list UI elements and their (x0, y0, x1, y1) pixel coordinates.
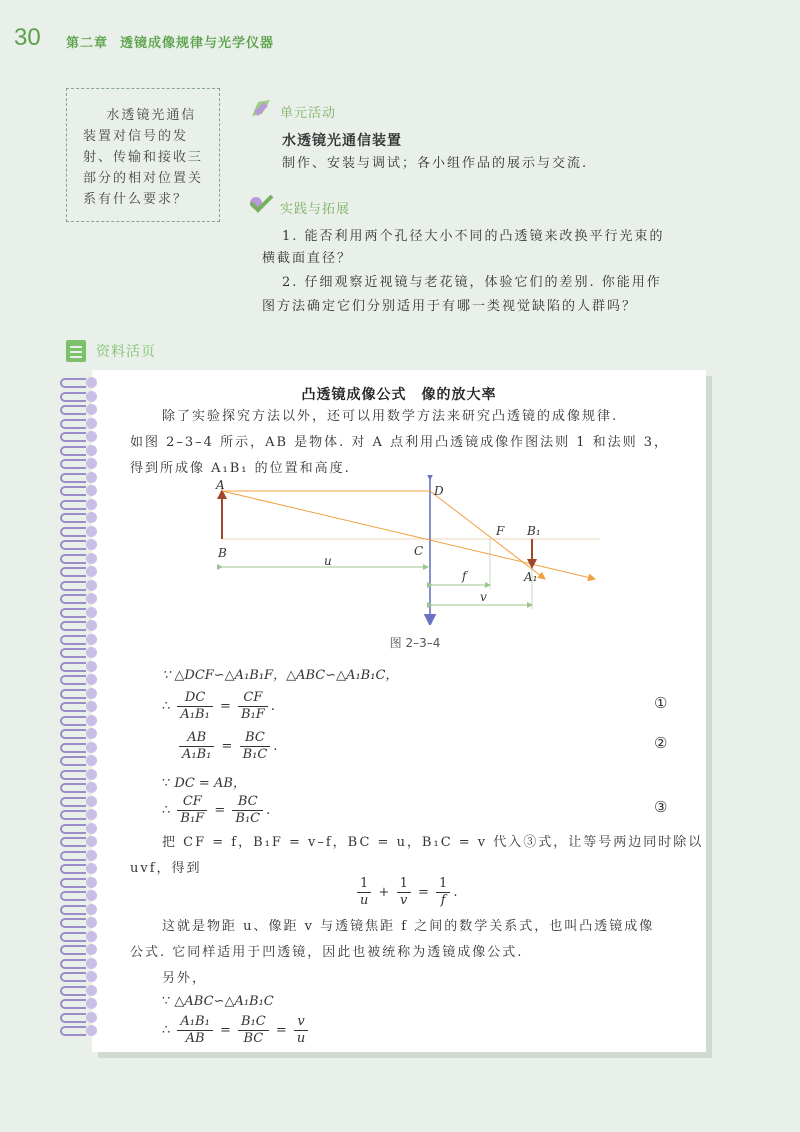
spiral-hole (86, 931, 97, 942)
spiral-ring (60, 675, 86, 685)
spiral-hole (86, 850, 97, 861)
spiral-binding (60, 378, 100, 1048)
practice-item-2-line-1: 2. 仔细观察近视镜与老花镜，体验它们的差别. 你能用作 (282, 275, 662, 290)
resource-heading (66, 338, 206, 364)
spiral-hole (86, 499, 97, 510)
intro-line-1: 除了实验探究方法以外，还可以用数学方法来研究凸透镜的成像规律. (162, 409, 619, 424)
spiral-ring (60, 905, 86, 915)
substitution-line-2: uvf，得到 (130, 861, 202, 876)
spiral-ring (60, 540, 86, 550)
spiral-ring (60, 878, 86, 888)
spiral-ring (60, 851, 86, 861)
resource-label: 资料活页 (96, 344, 156, 360)
spiral-ring (60, 419, 86, 429)
spiral-hole (86, 418, 97, 429)
spiral-ring (60, 999, 86, 1009)
spiral-ring (60, 621, 86, 631)
spiral-hole (86, 715, 97, 726)
practice-item-2-line-2: 图方法确定它们分别适用于有哪一类视觉缺陷的人群吗？ (262, 299, 638, 314)
intro-line-3: 得到所成像 A₁B₁ 的位置和高度. (130, 461, 351, 476)
spiral-hole (86, 728, 97, 739)
spiral-ring (60, 378, 86, 388)
step-1: ∵ △DCF∽△A₁B₁F，△ABC∽△A₁B₁C， (162, 668, 399, 683)
spiral-hole (86, 958, 97, 969)
spiral-ring (60, 581, 86, 591)
spiral-hole (86, 701, 97, 712)
spiral-hole (86, 742, 97, 753)
spiral-hole (86, 593, 97, 604)
unit-activity-title: 水透镜光通信装置 (282, 133, 402, 149)
label-B1: B₁ (527, 524, 541, 538)
spiral-ring (60, 405, 86, 415)
figure-caption: 图 2–3–4 (389, 636, 441, 650)
equation-1: ∴ $\frac{DC}{\text{A₁B₁}}$ = $\frac{CF}{\text{B₁F}}$ . (162, 690, 275, 722)
spiral-hole (86, 809, 97, 820)
spiral-ring (60, 432, 86, 442)
spiral-ring (60, 864, 86, 874)
unit-activity-body: 制作、安装与调试；各小组作品的展示与交流. (282, 156, 589, 171)
substitution-line-1: 把 CF = f，B₁F = v–f，BC = u，B₁C = v 代入③式，让等号两边同时除以 (162, 835, 704, 850)
spiral-ring (60, 945, 86, 955)
spiral-ring (60, 959, 86, 969)
spiral-ring (60, 392, 86, 402)
spiral-hole (86, 431, 97, 442)
spiral-ring (60, 594, 86, 604)
label-B: B (218, 546, 227, 560)
spiral-hole (86, 634, 97, 645)
spiral-hole (86, 688, 97, 699)
resource-title: 凸透镜成像公式 像的放大率 (301, 387, 497, 403)
spiral-hole (86, 998, 97, 1009)
spiral-ring (60, 729, 86, 739)
equation-4: ∴ $\frac{\text{A₁B₁}}{AB}$ = $\frac{\text{B₁C}}{BC}$ = $\frac{v}{u}$ (162, 1014, 311, 1047)
spiral-ring (60, 608, 86, 618)
chapter-heading (66, 32, 274, 51)
spiral-hole (86, 553, 97, 564)
intro-line-2: 如图 2–3–4 所示，AB 是物体. 对 A 点利用凸透镜成像作图法则 1 和法则 3， (130, 435, 670, 450)
spiral-ring (60, 1026, 86, 1036)
spiral-hole (86, 971, 97, 982)
spiral-hole (86, 944, 97, 955)
spiral-ring (60, 648, 86, 658)
spiral-ring (60, 1013, 86, 1023)
spiral-ring (60, 837, 86, 847)
label-v: v (480, 590, 487, 604)
spiral-hole (86, 769, 97, 780)
spiral-hole (86, 985, 97, 996)
document-icon (66, 340, 86, 362)
spiral-hole (86, 404, 97, 415)
label-A: A (216, 478, 225, 492)
equation-2: $\frac{AB}{\text{A₁B₁}}$ = $\frac{BC}{\text{B₁C}}$ . (176, 730, 277, 763)
spiral-hole (86, 566, 97, 577)
spiral-hole (86, 472, 97, 483)
spiral-ring (60, 986, 86, 996)
equation-1-tag: ① (654, 694, 668, 712)
spiral-ring (60, 635, 86, 645)
spiral-hole (86, 877, 97, 888)
spiral-hole (86, 1012, 97, 1023)
lens-ray-diagram (200, 475, 620, 625)
spiral-hole (86, 674, 97, 685)
step-2: ∵ DC = AB， (162, 776, 246, 791)
equation-3-tag: ③ (654, 798, 668, 816)
margin-note: 水透镜光通信装置对信号的发射、传输和接收三部分的相对位置关系有什么要求？ (66, 88, 220, 222)
spiral-ring (60, 797, 86, 807)
check-arrow-icon (248, 193, 274, 213)
spiral-ring (60, 743, 86, 753)
spiral-ring (60, 500, 86, 510)
spiral-ring (60, 783, 86, 793)
besides-text: 另外， (162, 971, 208, 986)
equation-3: ∴ $\frac{CF}{\text{B₁F}}$ = $\frac{BC}{\text{B₁C}}$ . (162, 794, 271, 826)
practice-item-1-line-1: 1. 能否利用两个孔径大小不同的凸透镜来改换平行光束的 (282, 229, 665, 244)
spiral-ring (60, 932, 86, 942)
chapter-number: 第二章 (66, 36, 109, 51)
spiral-ring (60, 554, 86, 564)
spiral-ring (60, 972, 86, 982)
spiral-ring (60, 446, 86, 456)
spiral-hole (86, 526, 97, 537)
spiral-ring (60, 473, 86, 483)
label-D: D (434, 484, 444, 498)
spiral-hole (86, 620, 97, 631)
spiral-ring (60, 756, 86, 766)
spiral-ring (60, 486, 86, 496)
spiral-hole (86, 863, 97, 874)
equation-2-tag: ② (654, 734, 668, 752)
spiral-hole (86, 539, 97, 550)
spiral-hole (86, 1025, 97, 1036)
page-header (0, 22, 800, 56)
spiral-hole (86, 607, 97, 618)
label-f: f (462, 569, 467, 583)
spiral-hole (86, 782, 97, 793)
label-u: u (324, 554, 332, 568)
pencil-ruler-icon (248, 98, 274, 118)
label-A1: A₁ (524, 570, 538, 584)
spiral-hole (86, 485, 97, 496)
page-number: 30 (14, 24, 41, 51)
spiral-hole (86, 890, 97, 901)
spiral-hole (86, 458, 97, 469)
spiral-ring (60, 810, 86, 820)
spiral-ring (60, 513, 86, 523)
conclusion-line-1: 这就是物距 u、像距 v 与透镜焦距 f 之间的数学关系式，也叫凸透镜成像 (162, 919, 655, 934)
spiral-hole (86, 512, 97, 523)
practice-item-1-line-2: 横截面直径？ (262, 251, 353, 266)
spiral-ring (60, 689, 86, 699)
label-C: C (414, 544, 424, 558)
spiral-hole (86, 755, 97, 766)
spiral-ring (60, 459, 86, 469)
spiral-ring (60, 824, 86, 834)
spiral-ring (60, 702, 86, 712)
spiral-ring (60, 891, 86, 901)
spiral-ring (60, 527, 86, 537)
conclusion-line-2: 公式. 它同样适用于凹透镜，因此也被统称为透镜成像公式. (130, 945, 524, 960)
spiral-hole (86, 661, 97, 672)
spiral-ring (60, 567, 86, 577)
lens-equation: $\frac{1}{u}$ + $\frac{1}{v}$ = $\frac{1}{f}$ . (354, 876, 457, 909)
step-3: ∵ △ABC∽△A₁B₁C (162, 994, 274, 1009)
label-F: F (496, 524, 505, 538)
chapter-title: 透镜成像规律与光学仪器 (120, 36, 275, 51)
spiral-hole (86, 917, 97, 928)
spiral-hole (86, 647, 97, 658)
unit-activity-label: 单元活动 (280, 106, 337, 121)
spiral-ring (60, 716, 86, 726)
practice-label: 实践与拓展 (280, 202, 351, 217)
image-arrow-head (527, 559, 537, 569)
spiral-hole (86, 796, 97, 807)
spiral-ring (60, 918, 86, 928)
spiral-hole (86, 823, 97, 834)
spiral-hole (86, 445, 97, 456)
spiral-ring (60, 662, 86, 672)
spiral-hole (86, 836, 97, 847)
spiral-ring (60, 770, 86, 780)
spiral-hole (86, 580, 97, 591)
spiral-hole (86, 904, 97, 915)
